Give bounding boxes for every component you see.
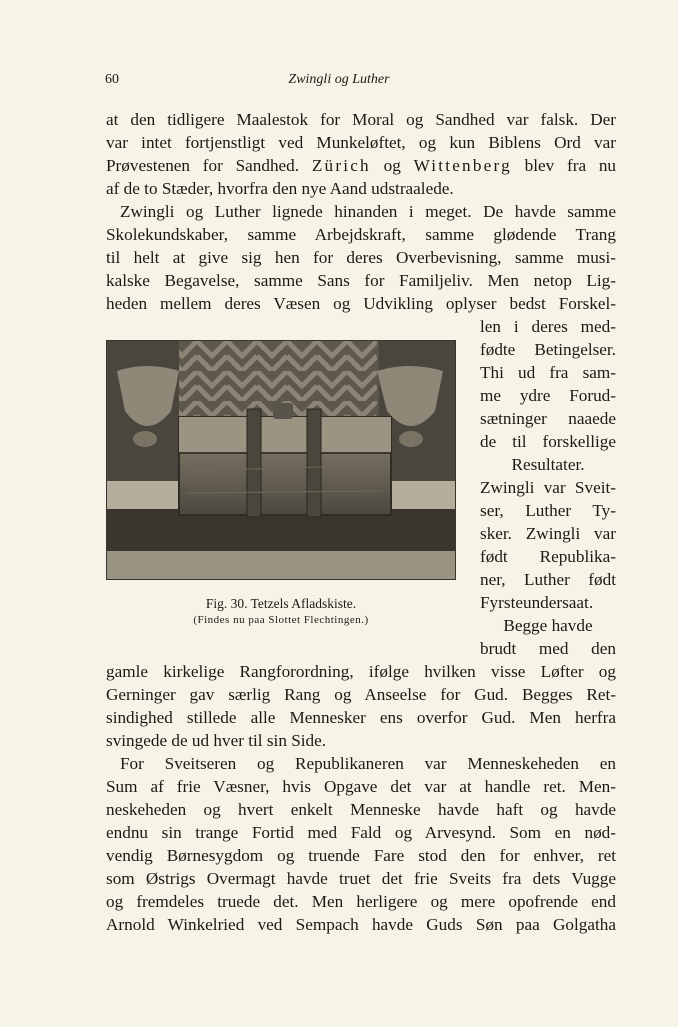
- text-line: Begge havde: [503, 616, 593, 635]
- text-segment: Prøvestenen for Sandhed.: [106, 156, 300, 175]
- text-line: kalske Begavelse, samme Sans for Familjeliv. Men netop Lig-: [106, 271, 616, 290]
- text-segment: blev fra nu: [524, 156, 617, 175]
- text-line: Zwingli var Sveit-: [480, 478, 616, 497]
- spaced-place-name: Zürich: [311, 156, 371, 175]
- text-line: sindighed stillede alle Mennesker ens overfor Gud. Men herfra: [106, 708, 616, 727]
- text-line: ner, Luther født: [480, 570, 616, 589]
- text-line: heden mellem deres Væsen og Udvikling oplyser bedst Forskel-: [106, 294, 616, 313]
- text-line: vendig Børnesygdom og truende Fare stod den for enhver, ret: [106, 846, 616, 865]
- text-line: til helt at give sig hen for deres Overbevisning, samme musi-: [106, 248, 616, 267]
- text-line: som Østrigs Overmagt havde truet det frie Sveits fra dets Vugge: [106, 869, 616, 888]
- text-line: de til forskellige: [480, 432, 616, 451]
- text-line: Zwingli og Luther lignede hinanden i meget. De havde samme: [120, 202, 616, 221]
- text-line: sætninger naaede: [480, 409, 616, 428]
- figure-caption: Fig. 30. Tetzels Afladskiste.: [205, 596, 357, 611]
- text-line: af de to Stæder, hvorfra den nye Aand udstraalede.: [106, 179, 454, 198]
- chest-illustration: [107, 341, 455, 579]
- text-line: [106, 154, 616, 177]
- text-line: For Sveitseren og Republikaneren var Menneskeheden en: [120, 754, 616, 773]
- text-line: Resultater.: [511, 455, 585, 474]
- text-line: fødte Betingelser.: [480, 340, 616, 359]
- text-segment: og: [383, 156, 401, 175]
- text-line: endnu sin trange Fortid med Fald og Arvesynd. Som en nød-: [106, 823, 616, 842]
- text-line: svingede de ud hver til sin Side.: [106, 731, 327, 750]
- text-line: brudt med den: [480, 639, 616, 658]
- text-line: Gerninger gav særlig Rang og Anseelse for Gud. Begges Ret-: [106, 685, 616, 704]
- text-line: ser, Luther Ty-: [480, 501, 616, 520]
- text-line: neskeheden og hvert enkelt Menneske havde haft og havde: [106, 800, 616, 819]
- text-line: gamle kirkelige Rangforordning, ifølge hvilken visse Løfter og: [106, 662, 616, 681]
- spaced-place-name: Wittenberg: [413, 156, 512, 175]
- text-line: Sum af frie Væsner, hvis Opgave det var at handle ret. Men-: [106, 777, 616, 796]
- text-line: sker. Zwingli var: [480, 524, 616, 543]
- text-line: me ydre Forud-: [480, 386, 616, 405]
- text-line: var intet fortjenstligt ved Munkeløftet, og kun Biblens Ord var: [106, 133, 616, 152]
- figure-subcaption: (Findes nu paa Slottet Flechtingen.): [193, 614, 369, 626]
- text-line: Thi ud fra sam-: [480, 363, 616, 382]
- running-title: Zwingli og Luther: [288, 72, 390, 87]
- text-line: len i deres med-: [480, 317, 616, 336]
- page-number: 60: [105, 72, 119, 87]
- text-line: Fyrsteundersaat.: [480, 593, 594, 612]
- text-line: Skolekundskaber, samme Arbejdskraft, samme glødende Trang: [106, 225, 616, 244]
- chest-photograph: [106, 340, 456, 580]
- text-line: og fremdeles truede det. Men herligere og mere opofrende end: [106, 892, 616, 911]
- text-line: Arnold Winkelried ved Sempach havde Guds Søn paa Golgatha: [106, 915, 616, 934]
- text-line: at den tidligere Maalestok for Moral og Sandhed var falsk. Der: [106, 110, 616, 129]
- text-line: født Republika-: [480, 547, 616, 566]
